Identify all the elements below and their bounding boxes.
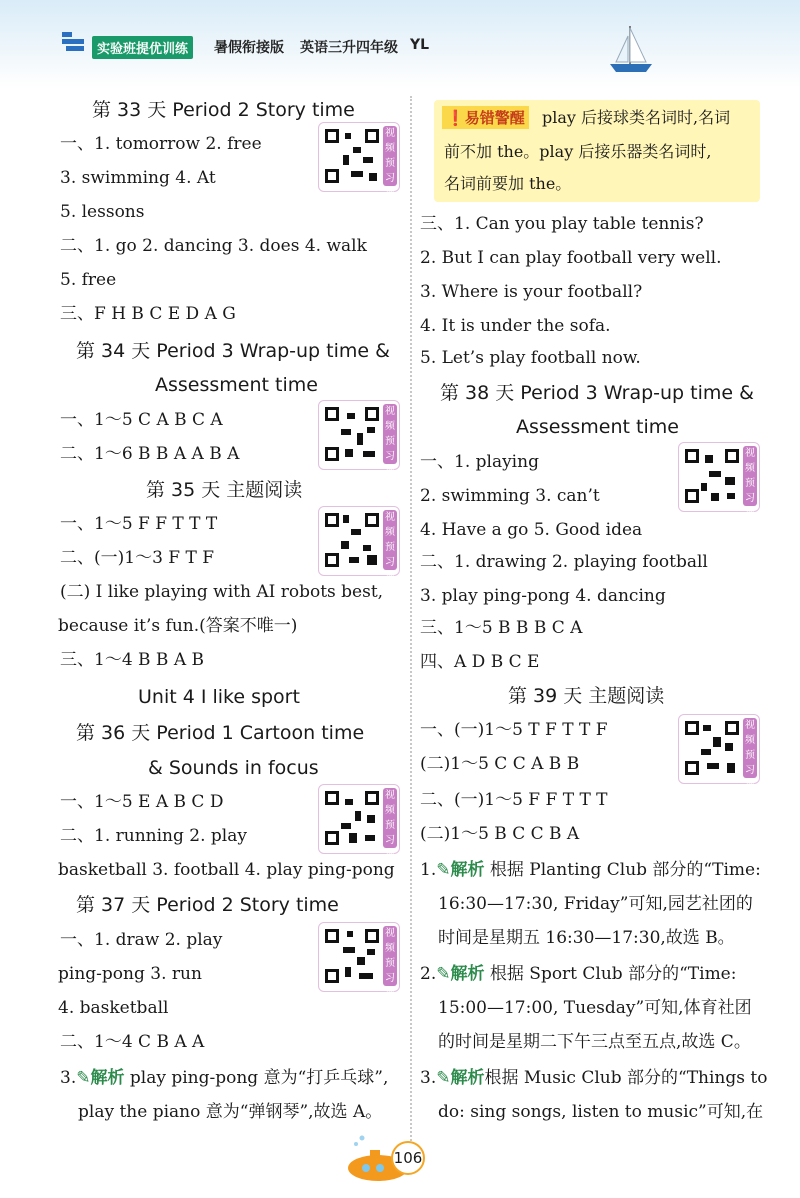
analysis-text: 根据 Sport Club 部分的“Time: <box>484 964 737 984</box>
video-preview-qr[interactable] <box>678 714 760 791</box>
answer-line: 二、1. drawing 2. playing football <box>420 552 708 572</box>
answer-line: 三、1～5 B B B C A <box>420 618 583 638</box>
video-preview-qr[interactable] <box>318 506 400 583</box>
analysis-line <box>420 962 736 986</box>
common-mistake-tip <box>434 100 760 202</box>
day34-subtitle: Assessment time <box>155 374 318 396</box>
analysis-line: 16:30—17:30, Friday”可知,园艺社团的 <box>438 894 753 914</box>
page-number: 106 <box>391 1141 425 1175</box>
analysis-line <box>420 1066 767 1090</box>
answer-line: 2. But I can play football very well. <box>420 248 722 268</box>
qr-label: 视频预习课 <box>385 790 395 861</box>
column-divider <box>410 96 412 1141</box>
item-number: 3. <box>420 1068 437 1088</box>
analysis-text: play ping-pong 意为“打乒乓球”, <box>124 1068 389 1088</box>
answer-line: (二)1～5 B C C B A <box>420 824 580 844</box>
day38-subtitle: Assessment time <box>516 416 679 438</box>
item-number: 2. <box>420 964 437 984</box>
answer-line: 一、1. draw 2. play <box>60 930 223 950</box>
answer-line: 3. Where is your football? <box>420 282 643 302</box>
analysis-tag: ✎解析 <box>436 1068 485 1088</box>
analysis-tag: ✎解析 <box>76 1068 125 1088</box>
page-number-badge <box>340 1132 450 1188</box>
publisher-label: YL <box>410 37 430 53</box>
answer-line: 一、(一)1～5 T F T T F <box>420 720 608 740</box>
answer-line: basketball 3. football 4. play ping-pong <box>58 860 395 880</box>
tip-line: 名词前要加 the。 <box>444 174 572 193</box>
analysis-line: 的时间是星期二下午三点至五点,故选 C。 <box>438 1032 751 1052</box>
answer-line: 一、1. tomorrow 2. free <box>60 134 262 154</box>
analysis-line: 15:00—17:00, Tuesday”可知,体育社团 <box>438 998 752 1018</box>
answer-line: 二、(一)1～5 F F T T T <box>420 790 608 810</box>
qr-label: 视频预习课 <box>385 928 395 999</box>
analysis-text: 根据 Planting Club 部分的“Time: <box>489 860 761 880</box>
answer-line: 二、1. running 2. play <box>60 826 247 846</box>
answer-line: 4. It is under the sofa. <box>420 316 611 336</box>
answer-line: 四、A D B C E <box>420 652 540 672</box>
answer-line: 二、1. go 2. dancing 3. does 4. walk <box>60 236 367 256</box>
answer-line: 5. Let’s play football now. <box>420 348 641 368</box>
video-preview-qr[interactable] <box>318 922 400 999</box>
subject-label: 英语三升四年级 <box>300 40 398 56</box>
answer-line: 一、1. playing <box>420 452 539 472</box>
answer-line: 三、1. Can you play table tennis? <box>420 214 704 234</box>
item-number: 1. <box>420 860 437 880</box>
answer-line: 二、1～4 C B A A <box>60 1032 205 1052</box>
answer-line: 5. lessons <box>60 202 145 222</box>
qr-label: 视频预习课 <box>385 128 395 199</box>
answer-line: 二、(一)1～3 F T F <box>60 548 215 568</box>
answer-line: 4. basketball <box>58 998 169 1018</box>
answer-line: 5. free <box>60 270 117 290</box>
series-logo-icon <box>62 30 88 52</box>
video-preview-qr[interactable] <box>318 400 400 477</box>
qr-label: 视频预习课 <box>745 448 755 519</box>
answer-line: 一、1～5 E A B C D <box>60 792 224 812</box>
day36-subtitle: & Sounds in focus <box>148 757 319 779</box>
answer-line: 二、1～6 B B A A B A <box>60 444 240 464</box>
qr-label: 视频预习课 <box>385 406 395 477</box>
sailboat-icon <box>606 22 656 78</box>
edition-label: 暑假衔接版 <box>214 40 284 56</box>
day37-title: 第 37 天 Period 2 Story time <box>76 894 339 916</box>
analysis-line <box>60 1066 388 1090</box>
day34-title: 第 34 天 Period 3 Wrap-up time & <box>76 340 390 362</box>
qr-label: 视频预习课 <box>385 512 395 583</box>
answer-line: 4. Have a go 5. Good idea <box>420 520 643 540</box>
answer-line: 3. swimming 4. At <box>60 168 216 188</box>
analysis-tag: ✎解析 <box>436 860 485 880</box>
analysis-tag: ✎解析 <box>436 964 485 984</box>
answer-line: (二) I like playing with AI robots best, <box>60 582 384 602</box>
series-brand: 实验班提优训练 <box>92 36 193 59</box>
analysis-line: play the piano 意为“弹钢琴”,故选 A。 <box>78 1102 383 1122</box>
day39-title: 第 39 天 主题阅读 <box>508 685 665 707</box>
day35-title: 第 35 天 主题阅读 <box>146 479 303 501</box>
answer-line: 三、1～4 B B A B <box>60 650 205 670</box>
day33-title: 第 33 天 Period 2 Story time <box>92 99 355 121</box>
day38-title: 第 38 天 Period 3 Wrap-up time & <box>440 382 754 404</box>
analysis-line: 时间是星期五 16:30—17:30,故选 B。 <box>438 928 735 948</box>
answer-line: 一、1～5 C A B C A <box>60 410 223 430</box>
tip-line: play 后接球类名词时,名词 <box>542 108 731 127</box>
answer-line: 3. play ping-pong 4. dancing <box>420 586 666 606</box>
analysis-line <box>420 858 761 882</box>
analysis-text: 根据 Music Club 部分的“Things to <box>484 1068 768 1088</box>
qr-label: 视频预习课 <box>745 720 755 791</box>
analysis-line: do: sing songs, listen to music”可知,在 <box>438 1102 764 1122</box>
tip-label: ❗易错警醒 <box>442 106 529 129</box>
answer-line: ping-pong 3. run <box>58 964 202 984</box>
day36-title: 第 36 天 Period 1 Cartoon time <box>76 722 365 744</box>
video-preview-qr[interactable] <box>318 122 400 199</box>
answer-line: 三、F H B C E D A G <box>60 304 236 324</box>
video-preview-qr[interactable] <box>678 442 760 519</box>
answer-line: (二)1～5 C C A B B <box>420 754 580 774</box>
video-preview-qr[interactable] <box>318 784 400 861</box>
answer-line: 一、1～5 F F T T T <box>60 514 218 534</box>
answer-line: because it’s fun.(答案不唯一) <box>58 616 298 636</box>
item-number: 3. <box>60 1068 77 1088</box>
unit-title: Unit 4 I like sport <box>138 686 300 708</box>
page-header <box>0 0 800 88</box>
answer-line: 2. swimming 3. can’t <box>420 486 600 506</box>
tip-line: 前不加 the。play 后接乐器类名词时, <box>444 142 712 161</box>
